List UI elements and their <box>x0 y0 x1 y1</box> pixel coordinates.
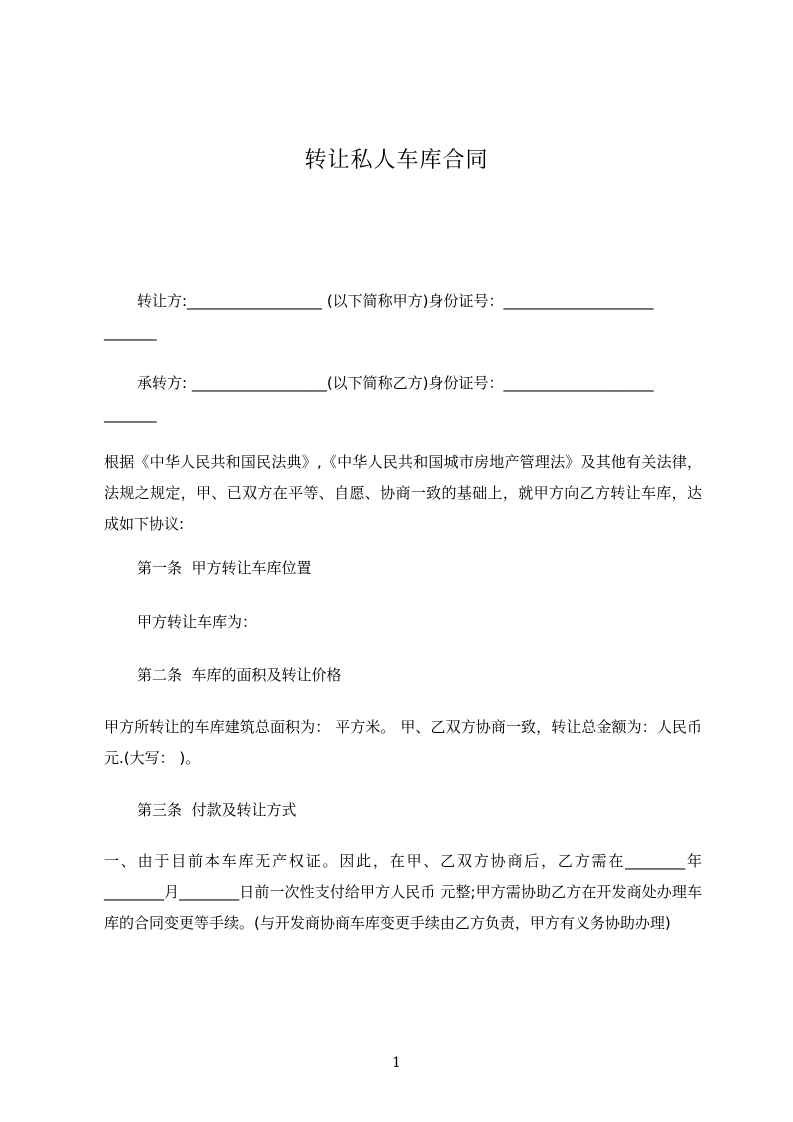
article-1-body: 甲方转让车库为： <box>137 613 258 631</box>
article-2-body: 甲方所转让的车库建筑总面积为： 平方米。 甲、乙双方协商一致，转让总金额为：人民币 元.(大写： )。 <box>104 718 702 767</box>
document-title: 转让私人车库合同 <box>304 148 489 173</box>
page-number: 1 <box>392 1055 401 1071</box>
intro-paragraph: 根据《中华人民共和国民法典》,《中华人民共和国城市房地产管理法》及其他有关法律，法规之规定，甲、已双方在平等、自愿、协商一致的基础上，就甲方向乙方转让车库，达成如下协议: <box>104 453 702 533</box>
article-2-heading: 第二条 车库的面积及转让价格 <box>137 666 342 684</box>
article-3-heading: 第三条 付款及转让方式 <box>137 801 297 819</box>
transferor-line: 转让方:__________________ (以下简称甲方)身份证号：____________________ <box>137 292 654 310</box>
article-1-heading: 第一条 甲方转让车库位置 <box>137 559 312 577</box>
article-3-body: 一、由于目前本车库无产权证。因此，在甲、乙双方协商后，乙方需在________年________月________日前一次性支付给甲方人民币 元整;甲方需协助乙方在开发商处办理车库的合同变更等手续。(与开发商协商车库变更手续由乙方负责，甲方有义务协助办理) <box>104 852 702 932</box>
transferee-line: 承转方: __________________(以下简称乙方)身份证号：____________________ <box>137 374 654 392</box>
transferor-line-continuation: _______ <box>104 323 157 341</box>
transferee-line-continuation: _______ <box>104 405 157 423</box>
